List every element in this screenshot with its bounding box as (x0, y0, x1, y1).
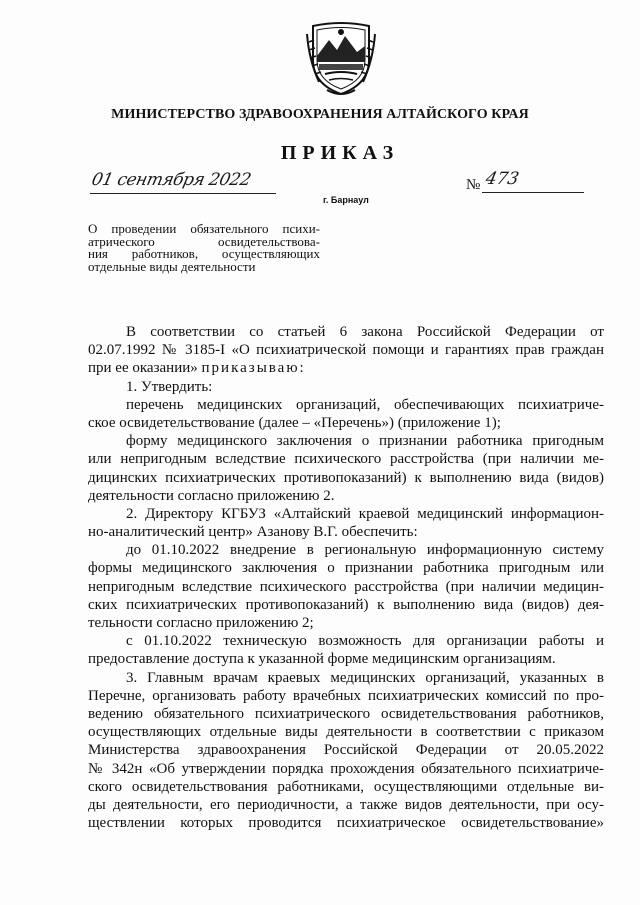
body-line-text: ское освидетельствование (далее – «Перечень») (приложение 1); (88, 414, 501, 431)
city-label: г. Барнаул (323, 195, 369, 205)
directive-word: приказываю: (201, 360, 306, 377)
body-line (88, 559, 604, 577)
date-underline (90, 193, 276, 194)
body-line-text: тельности согласно приложению 2; (88, 615, 314, 631)
body-line (88, 323, 604, 341)
subject-line: отдельные виды деятельности (88, 258, 256, 274)
body-line (88, 760, 604, 778)
body-line-text: осуществляющих отдельные виды деятельности в соответствии с приказом (88, 724, 604, 741)
order-subject (88, 223, 320, 273)
ministry-title: МИНИСТЕРСТВО ЗДРАВООХРАНЕНИЯ АЛТАЙСКОГО КРАЯ (111, 107, 529, 122)
body-line (88, 414, 604, 432)
body-line-text: В соответствии со статьей 6 закона Российской Федерации от (126, 324, 604, 340)
body-line (88, 814, 604, 832)
body-line-text: или непригодным вследствие психического расстройства (при наличии ме- (88, 451, 604, 468)
body-line-text: ских психиатрических противопоказаний) к выполнению вида (видов) дея- (88, 596, 604, 613)
handwritten-date: 01 сентября 2022 (89, 170, 253, 190)
body-line-text: непригодным вследствие психического расстройства (при наличии медицин- (88, 578, 604, 595)
body-line (88, 705, 604, 723)
body-line-text: Министерства здравоохранения Российской Федерации от 20.05.2022 (88, 742, 604, 759)
body-line (88, 378, 604, 396)
body-line-text: перечень медицинских организаций, обеспечивающих психиатриче- (126, 396, 604, 413)
number-label: № (466, 177, 481, 193)
body-line-text: ды деятельности, его периодичности, а также видов деятельности, при осу- (88, 796, 604, 813)
body-line (88, 596, 604, 614)
body-line-text: № 342н «Об утверждении порядка прохождения обязательного психиатриче- (88, 760, 604, 777)
body-line-text: Перечне, организовать работу врачебных психиатрических комиссий по про- (88, 687, 604, 704)
body-line (88, 396, 604, 414)
body-line-text: 02.07.1992 № 3185-I «О психиатрической помощи и гарантиях прав граждан (88, 342, 604, 359)
body-line-text: деятельности согласно приложению 2. (88, 487, 335, 504)
body-line (88, 487, 604, 505)
body-line (88, 359, 604, 377)
body-line-text: до 01.10.2022 внедрение в региональную информационную систему (126, 542, 604, 559)
body-line (88, 687, 604, 705)
body-line (88, 632, 604, 650)
order-body (88, 323, 604, 832)
body-line (88, 505, 604, 523)
body-line (88, 450, 604, 468)
body-line-text: форму медицинского заключения о признании работника пригодным (126, 433, 604, 450)
body-line (88, 778, 604, 796)
subject-line: ния работников, осуществляющих (88, 246, 320, 262)
body-line (88, 341, 604, 359)
body-line (88, 614, 604, 632)
body-line (88, 432, 604, 450)
body-line (88, 723, 604, 741)
body-line-text: дицинских психиатрических противопоказаний) к выполнению вида (видов) (88, 469, 604, 486)
document-type-title: ПРИКАЗ (280, 142, 400, 164)
body-line (88, 523, 604, 541)
body-line-text: формы медицинского заключения о признании работника пригодным или (88, 560, 604, 577)
subject-line: атрического освидетельствова- (88, 233, 320, 249)
body-line-text: ществлении которых проводится психиатрическое освидетельствование» (88, 815, 604, 832)
number-underline (482, 192, 584, 193)
body-line-text: ведению обязательного психиатрического освидетельствования работников, (88, 705, 604, 722)
body-line (88, 578, 604, 596)
body-line (88, 796, 604, 814)
body-line (88, 541, 604, 559)
body-line-text: но-аналитический центр» Азанову В.Г. обеспечить: (88, 524, 418, 541)
body-line-text: ского освидетельствования работниками, осуществляющими отдельные ви- (88, 778, 604, 795)
subject-line: О проведении обязательного психи- (88, 221, 320, 236)
body-line-text: предоставление доступа к указанной форме медицинским организациям. (88, 651, 556, 668)
body-line (88, 669, 604, 687)
body-line (88, 741, 604, 759)
body-line-text: с 01.10.2022 техническую возможность для организации работы и (126, 633, 604, 650)
body-line-text: при ее оказании» (88, 360, 198, 377)
body-line (88, 469, 604, 487)
body-line (88, 650, 604, 668)
body-line-text: 1. Утвердить: (126, 378, 213, 395)
handwritten-order-number: 473 (483, 169, 521, 189)
body-line-text: 3. Главным врачам краевых медицинских организаций, указанных в (126, 669, 604, 686)
coat-of-arms-icon (305, 20, 377, 96)
body-line-text: 2. Директору КГБУЗ «Алтайский краевой медицинский информацион- (126, 505, 604, 522)
